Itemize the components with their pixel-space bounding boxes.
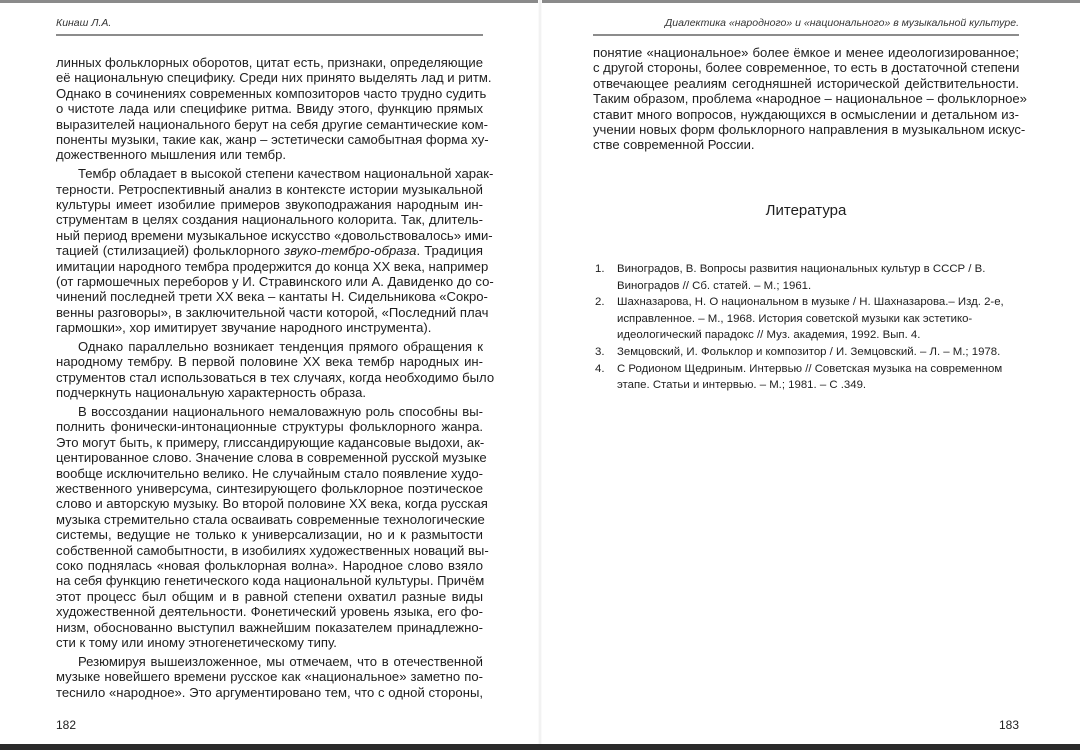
text-line: стве современной России. [593, 137, 755, 153]
text-line: с другой стороны, более современное, то есть в достаточной степени [593, 60, 1020, 76]
left-page [56, 0, 495, 744]
right-page-body [593, 45, 1027, 156]
text-line: дожественного мышления или тембр. [56, 147, 287, 163]
text-line: В воссоздании национального немаловажную роль способны вы- [78, 404, 483, 420]
running-header-title: Диалектика «народного» и «национального» в музыкальной культуре. [664, 17, 1019, 29]
reference-text: Виноградов, В. Вопросы развития национальных культур в СССР / В. Виноградов // Сб. статей. – М.; 1961. [617, 263, 986, 292]
text-line: Однако параллельно возникает тенденция прямого обращения к [78, 339, 483, 355]
text-line: системы, ведущие не только к универсализации, но и к размытости [56, 527, 483, 543]
text-line: жественного универсума, синтезирующего фольклорное поэтическое [56, 481, 483, 497]
text-line: соко поднялась «новая фольклорная волна». Народное слово взяло [56, 558, 483, 573]
text-line: (от гармошечных переборов у И. Стравинского или А. Давиденко до со- [56, 273, 494, 289]
text-line: низм, обоснованно выступил важнейшим показателем принадлежно- [56, 619, 483, 635]
text-line: теснило «народное». Это аргументировано тем, что с одной стороны, [56, 684, 483, 700]
header-rule [56, 34, 483, 36]
text-line: понятие «национальное» более ёмкое и менее идеологизированное; [593, 45, 1019, 60]
text-line: собственной самобытности, в изобилиях художественных новаций вы- [56, 542, 489, 558]
text-line: струментов стал использоваться в тех случаях, когда необходимо было [56, 369, 495, 385]
text-line: Это могут быть, к примеру, глиссандирующие кадансовые выдохи, ак- [56, 434, 485, 450]
text-line: выразителей национального берут на себя другие семантические ком- [56, 116, 489, 132]
text-line [56, 243, 483, 258]
text-line: подчеркнуть национальную характерность образа. [56, 385, 367, 401]
text-line: художественной деятельности. Фонетический уровень языка, его фо- [56, 604, 483, 620]
text-line: ный период времени музыкальное искусство «довольствовалось» ими- [56, 227, 493, 243]
page-number: 182 [56, 718, 77, 732]
header-rule [593, 34, 1019, 36]
text-line: учении новых форм фольклорного направления в музыкальном искус- [593, 121, 1026, 137]
paragraph [56, 55, 492, 163]
paragraph [56, 339, 495, 401]
text-line: Тембр обладает в высокой степени качеством национальной харак- [78, 166, 494, 182]
reference-text: Земцовский, И. Фольклор и композитор / И. Земцовский. – Л. – М.; 1978. [617, 345, 1001, 358]
text-line: терности. Ретроспективный анализ в контексте истории музыкальной [56, 181, 483, 197]
text-line: венны разговоры», в заключительной части которой, «Последний плач [56, 304, 489, 320]
reference-item [593, 361, 1019, 394]
paragraph [56, 404, 489, 650]
text-line: линных фольклорных оборотов, цитат есть, признаки, определяющие [56, 55, 483, 70]
paragraph [56, 166, 494, 336]
text-line: о чистоте лада или специфике ритма. Ввиду этого, функцию прямых [56, 101, 483, 117]
text-line: имитации народного тембра продержится до конца XX века, например [56, 258, 489, 274]
text-line: гармошки», хор имитирует звучание народного инструмента). [56, 320, 432, 336]
reference-number: 2. [595, 296, 605, 309]
page-bottom-edge [0, 744, 1080, 750]
text-line: ставит много вопросов, нуждающихся в осмыслении и детальном из- [593, 106, 1019, 122]
text-line: Таким образом, проблема «народное – национальное – фольклорное» [593, 91, 1027, 107]
left-page-body [56, 55, 495, 704]
paragraph [56, 654, 483, 700]
reference-item [593, 294, 1019, 344]
text-line: музыка стремительно стала осваивать современные технологические [56, 511, 485, 527]
text-line: струментам в целях создания национального колорита. Так, длитель- [56, 212, 483, 228]
text-line: народному тембру. В первой половине XX века тембр народных ин- [56, 354, 483, 370]
reference-list [593, 261, 1019, 394]
reference-item [593, 261, 1019, 294]
text-line: центированное слово. Значение слова в современной русской музыке [56, 450, 487, 466]
reference-number: 3. [595, 345, 605, 358]
text-line: музыке новейшего времени русское как «национальное» заметно по- [56, 669, 483, 685]
right-page [593, 0, 1027, 744]
book-spine-fold [538, 0, 542, 744]
reference-item [593, 344, 1019, 361]
running-header-author: Кинаш Л.А. [56, 17, 112, 29]
text-line: Однако в сочинениях современных композиторов часто трудно судить [56, 85, 487, 101]
text-line: культуры имеет изобилие примеров звукоподражания народным ин- [56, 197, 483, 213]
text-line: Резюмируя вышеизложенное, мы отмечаем, что в отечественной [78, 653, 483, 669]
text-line: полнить фонически-интонационные структуры фольклорного жанра. [56, 419, 483, 435]
reference-text: С Родионом Щедриным. Интервью // Советская музыка на современном этапе. Статьи и интервью. – М.; 1981. – С .349. [617, 362, 1003, 392]
text-line: этот процесс был общим и в равной степени охватил разные виды [56, 588, 483, 604]
reference-text: Шахназарова, Н. О национальном в музыке / Н. Шахназарова.– Изд. 2-е, исправленное. – М., 1968. История советской музыки как эстетико-идеологический парадокс // Муз. академия, 1992. Вып. 4. [617, 296, 1004, 342]
literature-heading: Литература [765, 202, 847, 219]
italic-term: звуко-тембро-образа [284, 243, 417, 259]
page-number: 183 [998, 718, 1019, 732]
text-line: сти к тому или иному этногенетическому типу. [56, 634, 337, 650]
text-line: вообще исключительно велико. Не случайным стало появление худо- [56, 465, 483, 481]
text-line: отвечающее реалиям сегодняшней исторической действительности. [593, 75, 1019, 91]
text-segment: . Традиция [416, 243, 483, 259]
reference-number: 4. [595, 362, 605, 375]
text-line: чинений последней трети XX века – кантаты Н. Сидельникова «Сокро- [56, 289, 488, 305]
text-line: поненты музыки, такие как, жанр – эстетически самобытная форма ху- [56, 131, 489, 147]
paragraph [593, 45, 1027, 153]
text-line: её национальную специфику. Среди них принято выделять лад и ритм. [56, 70, 492, 86]
text-line: слово и авторскую музыку. Во второй половине XX века, когда русская [56, 496, 488, 512]
text-line: на себя функцию генетического кода национальной культуры. Причём [56, 573, 485, 589]
reference-number: 1. [595, 263, 605, 275]
text-segment: тацией (стилизацией) фольклорного [56, 243, 285, 259]
